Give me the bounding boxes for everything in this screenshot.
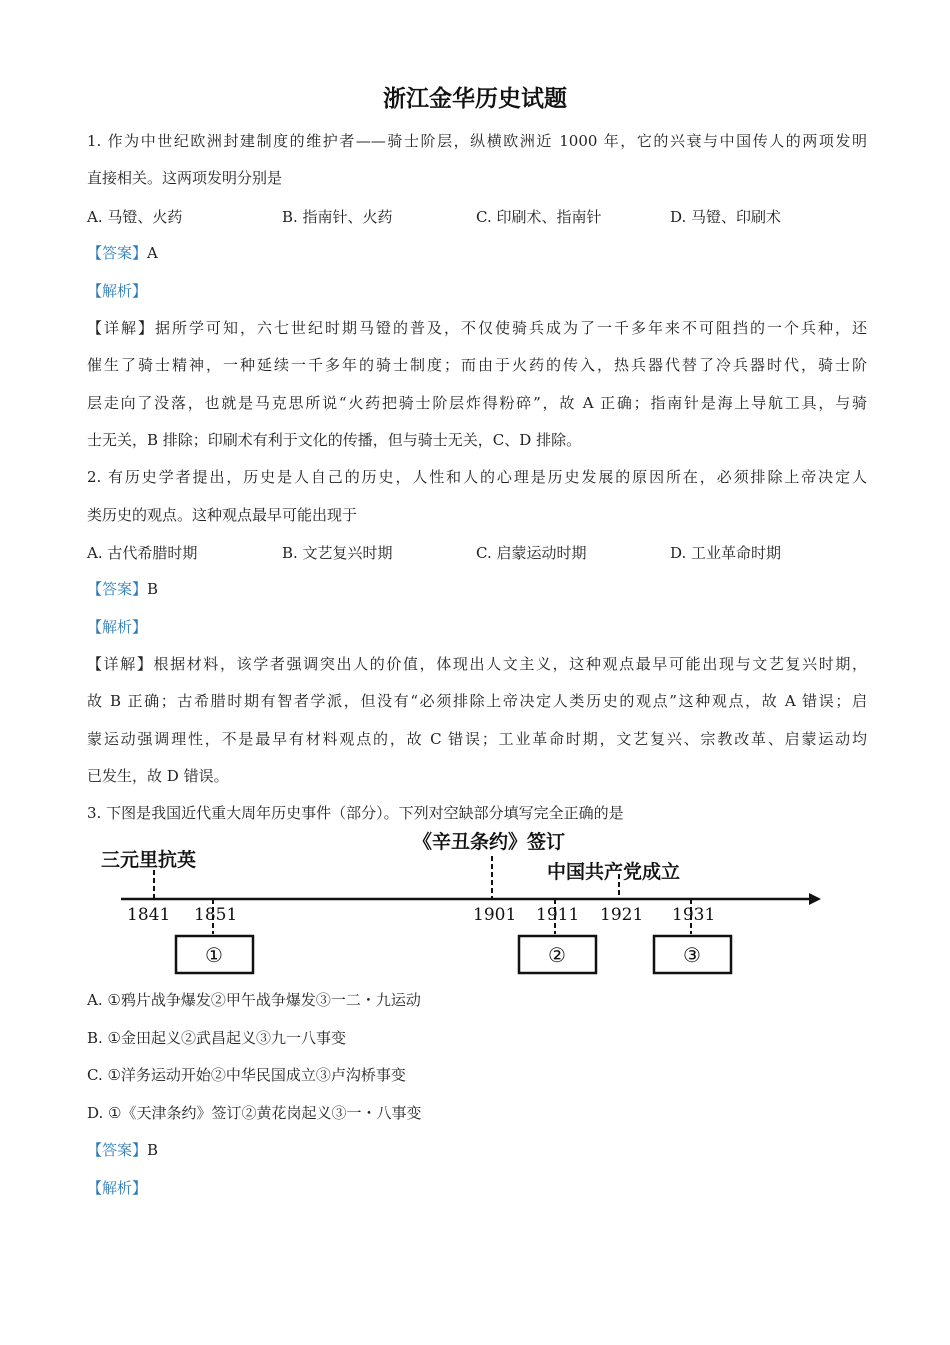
q2-answer (87, 579, 867, 599)
q1-detail-line-1 (87, 318, 867, 338)
q2-option-c: C. 启蒙运动时期 (476, 544, 587, 562)
detail-text: 据所学可知，六七世纪时期马镫的普及，不仅使骑兵成为了一千多年来不可阻挡的一个兵种，还 (155, 319, 867, 337)
event-sanyuanli: 三元里抗英 (101, 849, 197, 871)
page-title: 浙江金华历史试题 (383, 86, 567, 112)
year-1911: 1911 (536, 905, 580, 925)
q1-option-d: D. 马镫、印刷术 (670, 208, 782, 226)
blank-box-2-label: ② (548, 943, 566, 967)
q2-option-a: A. 古代希腊时期 (87, 544, 198, 562)
q1-analysis-tag (87, 281, 867, 301)
q3-stem: 3. 下图是我国近代重大周年历史事件（部分）。下列对空缺部分填写完全正确的是 (87, 804, 624, 822)
year-1921: 1921 (600, 905, 644, 925)
detail-tag: 【详解】 (87, 655, 154, 673)
q3-option-b: B. ①金田起义②武昌起义③九一八事变 (87, 1029, 347, 1047)
q1-stem-line-1: 1. 作为中世纪欧洲封建制度的维护者——骑士阶层，纵横欧洲近 1000 年，它的兴衰与中国传人的两项发明 (87, 132, 867, 150)
timeline-diagram (97, 826, 822, 978)
q1-answer (87, 243, 867, 263)
answer-tag: 【答案】 (87, 580, 148, 598)
q2-detail-line-2: 故 B 正确；古希腊时期有智者学派，但没有“必须排除上帝决定人类历史的观点”这种观点，故 A 错误；启 (87, 692, 867, 710)
q1-option-c: C. 印刷术、指南针 (476, 208, 602, 226)
analysis-tag: 【解析】 (87, 1179, 148, 1197)
q2-option-b: B. 文艺复兴时期 (282, 544, 393, 562)
q2-analysis-tag (87, 617, 867, 637)
q2-stem-line-1: 2. 有历史学者提出，历史是人自己的历史，人性和人的心理是历史发展的原因所在，必须排除上帝决定人 (87, 468, 867, 486)
event-ccp: 中国共产党成立 (547, 861, 681, 883)
year-1841: 1841 (127, 905, 171, 925)
answer-value: B (147, 1141, 159, 1159)
answer-tag: 【答案】 (87, 1141, 148, 1159)
year-1851: 1851 (194, 905, 238, 925)
answer-tag: 【答案】 (87, 244, 148, 262)
q3-analysis-tag (87, 1178, 867, 1198)
answer-value: B (147, 580, 159, 598)
q1-stem-line-2: 直接相关。这两项发明分别是 (87, 169, 283, 187)
event-xinchou: 《辛丑条约》签订 (413, 831, 566, 853)
answer-value: A (147, 244, 158, 262)
q1-option-a: A. 马镫、火药 (87, 208, 183, 226)
year-1901: 1901 (473, 905, 517, 925)
q1-detail-line-2: 催生了骑士精神，一种延续一千多年的骑士制度；而由于火药的传入，热兵器代替了冷兵器时代，骑士阶 (87, 356, 867, 374)
q3-option-a: A. ①鸦片战争爆发②甲午战争爆发③一二・九运动 (87, 991, 421, 1009)
q1-detail-line-3: 层走向了没落，也就是马克思所说“火药把骑士阶层炸得粉碎”，故 A 正确；指南针是海上导航工具，与骑 (87, 394, 867, 412)
q3-answer (87, 1140, 867, 1160)
q2-detail-line-3: 蒙运动强调理性，不是最早有材料观点的，故 C 错误；工业革命时期，文艺复兴、宗教改革、启蒙运动均 (87, 730, 867, 748)
q3-option-c: C. ①洋务运动开始②中华民国成立③卢沟桥事变 (87, 1066, 406, 1084)
q3-option-d: D. ①《天津条约》签订②黄花岗起义③一・八事变 (87, 1104, 422, 1122)
blank-box-3-label: ③ (683, 943, 701, 967)
q1-option-b: B. 指南针、火药 (282, 208, 393, 226)
analysis-tag: 【解析】 (87, 618, 148, 636)
detail-text: 根据材料，该学者强调突出人的价值，体现出人文主义，这种观点最早可能出现与文艺复兴时期， (153, 655, 867, 673)
timeline-arrow-icon (809, 893, 821, 905)
detail-tag: 【详解】 (87, 319, 155, 337)
q2-option-d: D. 工业革命时期 (670, 544, 782, 562)
q2-detail-line-1 (87, 654, 867, 674)
year-1931: 1931 (672, 905, 716, 925)
analysis-tag: 【解析】 (87, 282, 148, 300)
q2-stem-line-2: 类历史的观点。这种观点最早可能出现于 (87, 506, 358, 524)
q2-detail-line-4: 已发生，故 D 错误。 (87, 767, 229, 785)
blank-box-1-label: ① (205, 943, 223, 967)
q1-detail-line-4: 士无关，B 排除；印刷术有利于文化的传播，但与骑士无关，C、D 排除。 (87, 431, 582, 449)
